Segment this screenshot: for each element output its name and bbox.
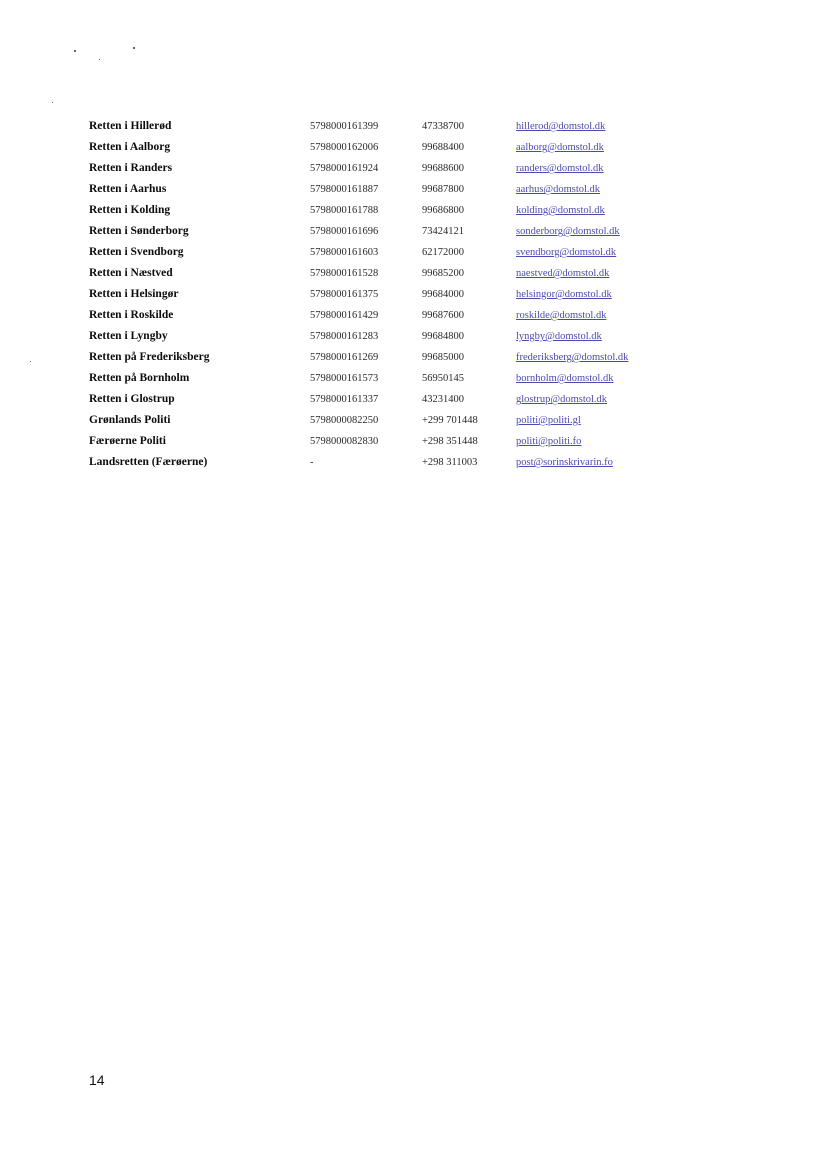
email-link[interactable]: kolding@domstol.dk xyxy=(516,205,605,216)
court-name: Retten i Roskilde xyxy=(89,309,174,321)
page-number: 14 xyxy=(89,1072,105,1088)
email-link[interactable]: aarhus@domstol.dk xyxy=(516,184,601,195)
table-row xyxy=(89,116,649,137)
phone-number: +299 701448 xyxy=(422,415,478,426)
court-contact-table xyxy=(89,116,649,473)
email-cell xyxy=(516,284,649,305)
phone-number: 73424121 xyxy=(422,226,464,237)
email-cell xyxy=(516,179,649,200)
email-cell xyxy=(516,305,649,326)
court-name: Retten i Aarhus xyxy=(89,183,167,195)
email-link[interactable]: glostrup@domstol.dk xyxy=(516,394,608,405)
email-cell xyxy=(516,221,649,242)
phone-number: 56950145 xyxy=(422,373,464,384)
ean-number: 5798000082830 xyxy=(310,436,379,447)
phone-number: 99686800 xyxy=(422,205,464,216)
court-rows xyxy=(89,116,649,473)
phone-number: 99685000 xyxy=(422,352,464,363)
table-row xyxy=(89,347,649,368)
table-row xyxy=(89,389,649,410)
ean-number: 5798000161788 xyxy=(310,205,379,216)
ean-number: 5798000161696 xyxy=(310,226,379,237)
phone-number: 99688400 xyxy=(422,142,464,153)
email-link[interactable]: naestved@domstol.dk xyxy=(516,268,610,279)
table-row xyxy=(89,137,649,158)
court-name: Retten på Frederiksberg xyxy=(89,351,210,363)
email-link[interactable]: politi@politi.fo xyxy=(516,436,582,447)
email-cell xyxy=(516,347,649,368)
ean-number: 5798000161375 xyxy=(310,289,379,300)
table-row xyxy=(89,263,649,284)
phone-number: 47338700 xyxy=(422,121,464,132)
phone-number: 99688600 xyxy=(422,163,464,174)
scan-speck xyxy=(99,59,100,60)
email-link[interactable]: post@sorinskrivarin.fo xyxy=(516,457,613,468)
ean-number: 5798000161337 xyxy=(310,394,379,405)
ean-number: 5798000161528 xyxy=(310,268,379,279)
court-name: Retten i Svendborg xyxy=(89,246,184,258)
phone-number: 99684800 xyxy=(422,331,464,342)
court-name: Retten i Glostrup xyxy=(89,393,175,405)
email-cell xyxy=(516,389,649,410)
table-row xyxy=(89,410,649,431)
court-name: Retten i Aalborg xyxy=(89,141,171,153)
court-name: Grønlands Politi xyxy=(89,414,171,426)
ean-number: 5798000161924 xyxy=(310,163,379,174)
ean-number: 5798000161399 xyxy=(310,121,379,132)
email-cell xyxy=(516,410,649,431)
email-link[interactable]: aalborg@domstol.dk xyxy=(516,142,604,153)
ean-number: - xyxy=(310,457,314,468)
court-name: Retten i Helsingør xyxy=(89,288,179,300)
phone-number: 62172000 xyxy=(422,247,464,258)
email-cell xyxy=(516,242,649,263)
court-name: Retten i Næstved xyxy=(89,267,173,279)
phone-number: 99687800 xyxy=(422,184,464,195)
email-link[interactable]: svendborg@domstol.dk xyxy=(516,247,617,258)
table-row xyxy=(89,221,649,242)
table-row xyxy=(89,158,649,179)
email-cell xyxy=(516,368,649,389)
table-row xyxy=(89,284,649,305)
table-row xyxy=(89,179,649,200)
court-name: Retten i Lyngby xyxy=(89,330,168,342)
email-cell xyxy=(516,158,649,179)
table-row xyxy=(89,431,649,452)
email-link[interactable]: frederiksberg@domstol.dk xyxy=(516,352,629,363)
email-link[interactable]: bornholm@domstol.dk xyxy=(516,373,614,384)
scan-speck xyxy=(74,50,76,52)
ean-number: 5798000162006 xyxy=(310,142,379,153)
email-link[interactable]: lyngby@domstol.dk xyxy=(516,331,602,342)
email-cell xyxy=(516,263,649,284)
phone-number: 43231400 xyxy=(422,394,464,405)
table-row xyxy=(89,326,649,347)
email-cell xyxy=(516,116,649,137)
scan-speck xyxy=(52,102,53,103)
phone-number: 99685200 xyxy=(422,268,464,279)
email-cell xyxy=(516,452,649,473)
ean-number: 5798000161283 xyxy=(310,331,379,342)
ean-number: 5798000161603 xyxy=(310,247,379,258)
table-row xyxy=(89,200,649,221)
email-cell xyxy=(516,200,649,221)
email-cell xyxy=(516,137,649,158)
court-name: Retten i Randers xyxy=(89,162,173,174)
phone-number: +298 351448 xyxy=(422,436,478,447)
table-row xyxy=(89,368,649,389)
court-name: Færøerne Politi xyxy=(89,435,166,447)
ean-number: 5798000161573 xyxy=(310,373,379,384)
court-name: Landsretten (Færøerne) xyxy=(89,456,208,468)
court-name: Retten i Hillerød xyxy=(89,120,172,132)
court-name: Retten i Kolding xyxy=(89,204,171,216)
ean-number: 5798000161887 xyxy=(310,184,379,195)
table-row xyxy=(89,305,649,326)
ean-number: 5798000161429 xyxy=(310,310,379,321)
phone-number: 99687600 xyxy=(422,310,464,321)
scan-speck xyxy=(30,361,31,362)
email-link[interactable]: helsingor@domstol.dk xyxy=(516,289,612,300)
email-link[interactable]: randers@domstol.dk xyxy=(516,163,604,174)
table-row xyxy=(89,242,649,263)
phone-number: +298 311003 xyxy=(422,457,478,468)
phone-number: 99684000 xyxy=(422,289,464,300)
email-link[interactable]: hillerod@domstol.dk xyxy=(516,121,606,132)
ean-number: 5798000161269 xyxy=(310,352,379,363)
scan-speck xyxy=(133,47,135,49)
table-row xyxy=(89,452,649,473)
email-link[interactable]: roskilde@domstol.dk xyxy=(516,310,607,321)
email-cell xyxy=(516,326,649,347)
email-link[interactable]: sonderborg@domstol.dk xyxy=(516,226,620,237)
court-name: Retten i Sønderborg xyxy=(89,225,189,237)
court-name: Retten på Bornholm xyxy=(89,372,190,384)
email-link[interactable]: politi@politi.gl xyxy=(516,415,581,426)
email-cell xyxy=(516,431,649,452)
ean-number: 5798000082250 xyxy=(310,415,379,426)
